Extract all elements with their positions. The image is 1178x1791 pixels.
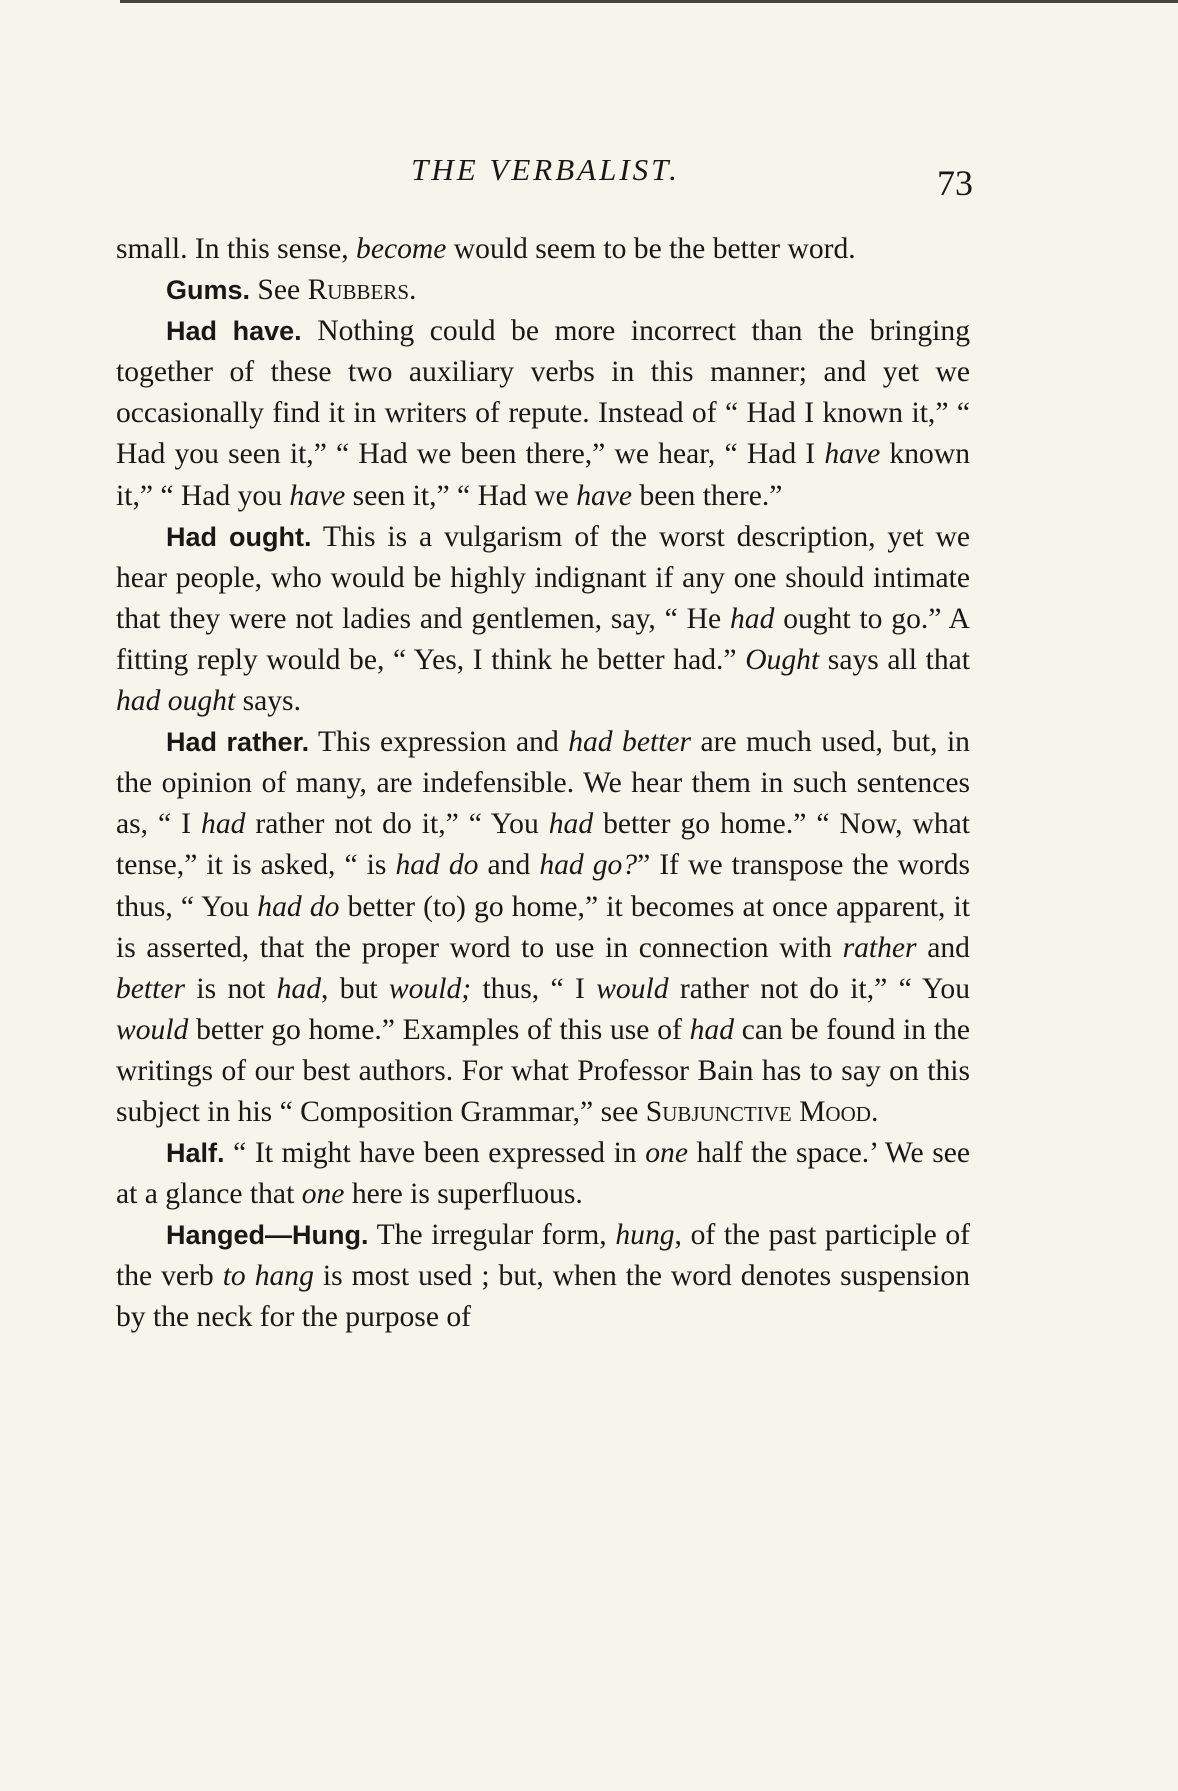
page-number: 73 (937, 163, 973, 203)
running-title: THE VERBALIST. (411, 152, 680, 187)
continuation-paragraph: small. In this sense, become would seem to be the better word. (116, 233, 856, 265)
headword: Hanged—Hung. (166, 1220, 369, 1251)
entry-hanged-hung: Hanged—Hung. The irregular form, hung, of the past participle of the verb to hang is most used ; but, when the word denotes suspension by the neck for the purpose of (116, 1219, 970, 1334)
entry-had-ought: Had ought. This is a vulgarism of the worst description, yet we hear people, who would be highly indignant if any one should intimate that they were not ladies and gentlemen, say, “ He had ought to go.” A fitting reply would be, “ Yes, I think he better had.” Ought says all that had ought says. (116, 520, 971, 718)
headword: Had ought. (166, 521, 312, 552)
entry-half: Half. “ It might have been expressed in one half the space.’ We see at a glance that one here is superfluous. (116, 1137, 970, 1211)
page-header (118, 152, 973, 203)
headword: Had have. (166, 316, 302, 347)
headword: Gums. (166, 275, 251, 306)
entry-had-rather: Had rather. This expression and had better are much used, but, in the opinion of many, are indefensible. We hear them in such sentences as, “ I had rather not do it,” “ You had better go home.” “ Now, what tense,” it is asked, “ is had do and had go?” If we transpose the words thus, “ You had do better (to) go home,” it becomes at once apparent, it is asserted, that the proper word to use in connection with rather and better is not had, but would; thus, “ I would rather not do it,” “ You would better go home.” Examples of this use of had can be found in the writings of our best authors. For what Professor Bain has to say on this subject in his “ Composition Grammar,” see Subjunctive Mood. (116, 726, 970, 1128)
cross-reference: Subjunctive Mood (645, 1095, 871, 1128)
headword: Had rather. (166, 727, 310, 758)
body-text (116, 229, 970, 1339)
cross-reference: Rubbers (307, 274, 409, 307)
entry-gums: Gums. See Rubbers. (166, 274, 417, 307)
entry-had-have: Had have. Nothing could be more incorrect than the bringing together of these two auxiliary verbs in this manner; and yet we occasionally find it in writers of repute. Instead of “ Had I known it,” “ Had you seen it,” “ Had we been there,” we hear, “ Had I have known it,” “ Had you have seen it,” “ Had we have been there.” (116, 315, 970, 512)
headword: Half. (166, 1138, 225, 1169)
top-edge-rule (120, 0, 1178, 3)
